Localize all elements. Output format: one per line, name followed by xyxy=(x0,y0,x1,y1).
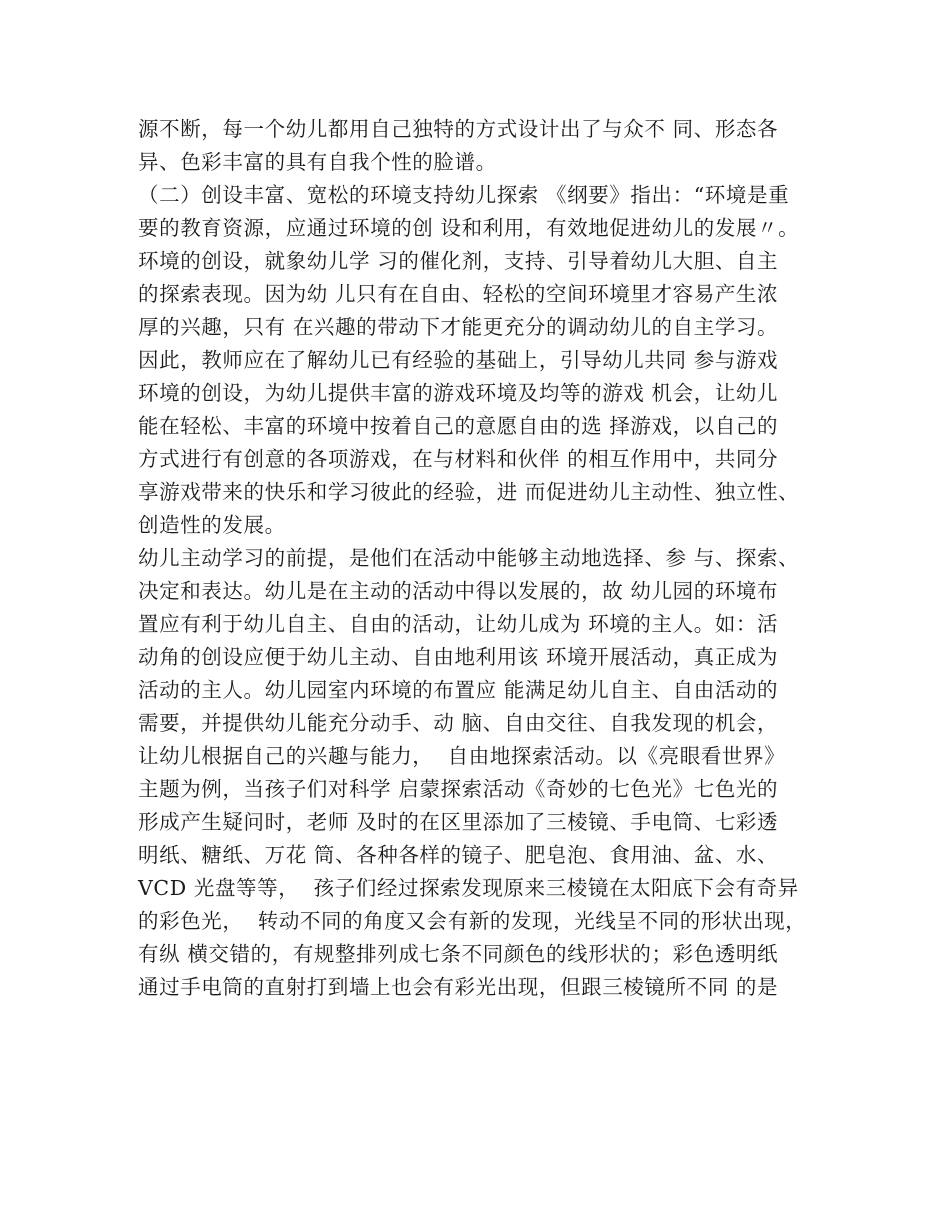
text-line: 环境的创设，为幼儿提供丰富的游戏环境及均等的游戏 机会，让幼儿 xyxy=(138,381,779,405)
text-line: 主题为例，当孩子们对科学 启蒙探索活动《奇妙的七色光》七色光的 xyxy=(138,777,779,801)
text-line: 置应有利于幼儿自主、自由的活动，让幼儿成为 环境的主人。如：活 xyxy=(138,612,779,636)
text-line: 活动的主人。幼儿园室内环境的布置应 能满足幼儿自主、自由活动的 xyxy=(138,678,779,702)
text-line: 因此，教师应在了解幼儿已有经验的基础上，引导幼儿共同 参与游戏 xyxy=(138,348,779,372)
text-line: 通过手电筒的直射打到墙上也会有彩光出现，但跟三棱镜所不同 的是 xyxy=(138,975,779,999)
text-line: 创造性的发展。 xyxy=(138,513,286,537)
text-line: 厚的兴趣，只有 在兴趣的带动下才能更充分的调动幼儿的自主学习。 xyxy=(138,315,779,339)
text-line: 动角的创设应便于幼儿主动、自由地利用该 环境开展活动，真正成为 xyxy=(138,645,779,669)
text-line: 享游戏带来的快乐和学习彼此的经验，进 而促进幼儿主动性、独立性、 xyxy=(138,480,800,504)
body-text xyxy=(138,113,838,1004)
text-line: 明纸、糖纸、万花 筒、各种各样的镜子、肥皂泡、食用油、盆、水、 xyxy=(138,843,779,867)
text-line: 决定和表达。幼儿是在主动的活动中得以发展的，故 幼儿园的环境布 xyxy=(138,579,779,603)
text-line: 异、色彩丰富的具有自我个性的脸谱。 xyxy=(138,150,497,174)
text-line: 源不断，每一个幼儿都用自己独特的方式设计出了与众不 同、形态各 xyxy=(138,117,779,141)
text-line: 的彩色光， 转动不同的角度又会有新的发现，光线呈不同的形状出现， xyxy=(138,909,807,933)
text-line: 需要，并提供幼儿能充分动手、动 脑、自由交往、自我发现的机会， xyxy=(138,711,779,735)
text-line: 能在轻松、丰富的环境中按着自己的意愿自由的选 择游戏，以自己的 xyxy=(138,414,779,438)
section-heading-line: （二）创设丰富、宽松的环境支持幼儿探索 《纲要》指出：“环境是重 xyxy=(138,183,790,207)
text-line: 让幼儿根据自己的兴趣与能力， 自由地探索活动。以《亮眼看世界》 xyxy=(138,744,786,768)
text-line: VCD 光盘等等， 孩子们经过探索发现原来三棱镜在太阳底下会有奇异 xyxy=(138,876,799,900)
text-line: 环境的创设，就象幼儿学 习的催化剂，支持、引导着幼儿大胆、自主 xyxy=(138,249,779,273)
text-line: 的探索表现。因为幼 儿只有在自由、轻松的空间环境里才容易产生浓 xyxy=(138,282,779,306)
text-line: 要的教育资源，应通过环境的创 设和利用，有效地促进幼儿的发展〃。 xyxy=(138,216,800,240)
text-line: 方式进行有创意的各项游戏，在与材料和伙伴 的相互作用中，共同分 xyxy=(138,447,779,471)
text-line: 形成产生疑问时，老师 及时的在区里添加了三棱镜、手电筒、七彩透 xyxy=(138,810,779,834)
text-line: 有纵 横交错的，有规整排列成七条不同颜色的线形状的；彩色透明纸 xyxy=(138,942,779,966)
text-line: 幼儿主动学习的前提，是他们在活动中能够主动地选择、参 与、探索、 xyxy=(138,546,800,570)
